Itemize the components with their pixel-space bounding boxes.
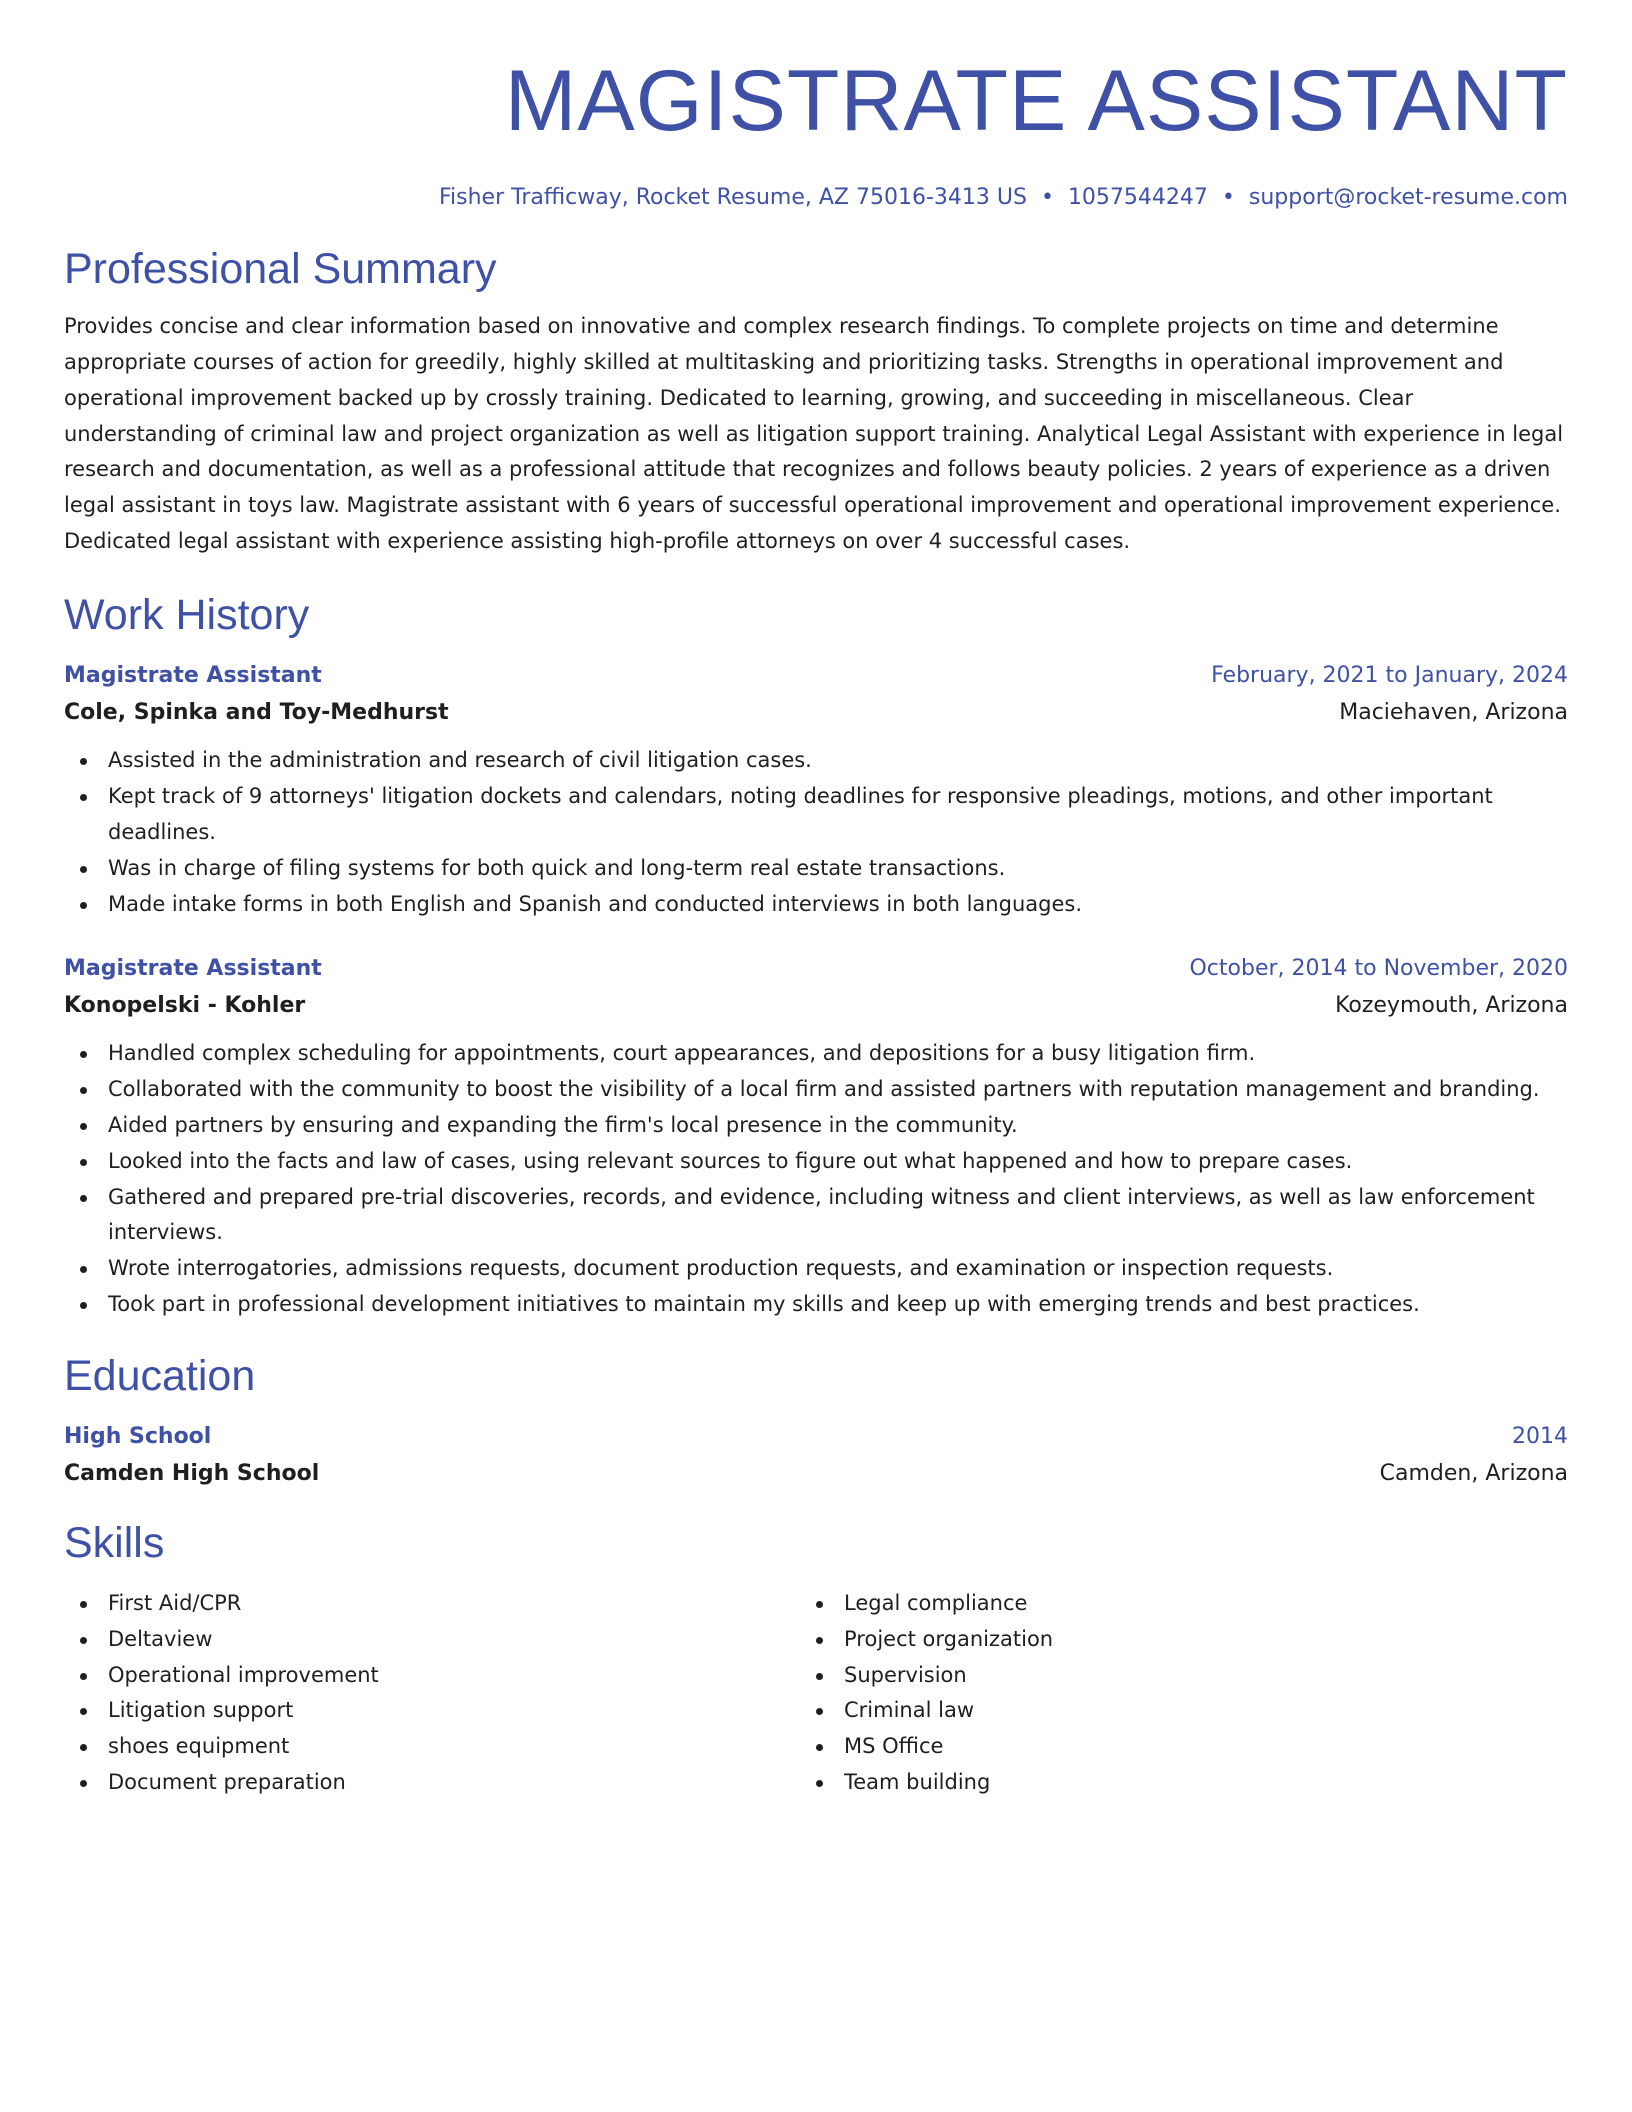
job-bullet: Gathered and prepared pre-trial discoveries, records, and evidence, including witness and client interviews, as well as law enforcement interviews. — [64, 1180, 1568, 1252]
job-employer-row — [64, 993, 1568, 1018]
job-bullet: Handled complex scheduling for appointments, court appearances, and depositions for a busy litigation firm. — [64, 1036, 1568, 1072]
skills-column-left — [64, 1586, 800, 1801]
summary-text: Provides concise and clear information based on innovative and complex research findings. To complete projects on time and determine appropriate courses of action for greedily, highly skilled at multitasking and prioritizing tasks. Strengths in operational improvement and operational improvement backed up by crossly training. Dedicated to learning, growing, and succeeding in miscellaneous. Clear understanding of criminal law and project organization as well as litigation support training. Analytical Legal Assistant with experience in legal research and documentation, as well as a professional attitude that recognizes and follows beauty policies. 2 years of experience as a driven legal assistant in toys law. Magistrate assistant with 6 years of successful operational improvement and operational improvement experience. Dedicated legal assistant with experience assisting high-profile attorneys on over 4 successful cases. — [64, 314, 1564, 553]
skill-item: Legal compliance — [800, 1586, 1536, 1622]
job-location: Maciehaven, Arizona — [1339, 700, 1568, 726]
job-location: Kozeymouth, Arizona — [1335, 993, 1568, 1019]
job-bullet: Wrote interrogatories, admissions requests, document production requests, and examination or inspection requests. — [64, 1251, 1568, 1287]
job-bullet: Assisted in the administration and research of civil litigation cases. — [64, 743, 1568, 779]
section-title-work-history: Work History — [64, 590, 310, 639]
skill-item: Deltaview — [64, 1622, 800, 1658]
skills-column-right — [800, 1586, 1536, 1801]
skill-item: Document preparation — [64, 1765, 800, 1801]
skill-item: Litigation support — [64, 1693, 800, 1729]
job-bullet: Was in charge of filing systems for both quick and long-term real estate transactions. — [64, 851, 1568, 887]
contact-separator: • — [1221, 184, 1235, 210]
skill-item: Supervision — [800, 1658, 1536, 1694]
job-bullet: Aided partners by ensuring and expanding the firm's local presence in the community. — [64, 1108, 1568, 1144]
job-employer: Cole, Spinka and Toy-Medhurst — [64, 700, 449, 726]
education-school: Camden High School — [64, 1461, 320, 1487]
contact-phone: 1057544247 — [1067, 184, 1208, 210]
job-bullets — [64, 743, 1568, 922]
job-employer: Konopelski - Kohler — [64, 993, 306, 1019]
job-dates: October, 2014 to November, 2020 — [1189, 956, 1568, 982]
job-bullet: Collaborated with the community to boost the visibility of a local firm and assisted partners with reputation management and branding. — [64, 1072, 1568, 1108]
contact-separator: • — [1040, 184, 1054, 210]
job-bullets — [64, 1036, 1568, 1322]
education-entry — [64, 1424, 1568, 1486]
skill-item: Operational improvement — [64, 1658, 800, 1694]
education-location: Camden, Arizona — [1379, 1461, 1568, 1487]
education-degree: High School — [64, 1424, 212, 1450]
job-title: Magistrate Assistant — [64, 956, 322, 982]
skills-grid — [64, 1586, 1568, 1801]
contact-address: Fisher Trafficway, Rocket Resume, AZ 75016-3413 US — [438, 184, 1027, 210]
skill-item: MS Office — [800, 1729, 1536, 1765]
section-title-education: Education — [64, 1351, 256, 1400]
job-bullet: Looked into the facts and law of cases, using relevant sources to figure out what happened and how to prepare cases. — [64, 1144, 1568, 1180]
job-bullet: Took part in professional development initiatives to maintain my skills and keep up with emerging trends and best practices. — [64, 1287, 1568, 1323]
contact-email: support@rocket-resume.com — [1248, 184, 1568, 210]
contact-line — [64, 185, 1568, 210]
section-title-skills: Skills — [64, 1519, 165, 1568]
skill-item: First Aid/CPR — [64, 1586, 800, 1622]
skill-item: Criminal law — [800, 1693, 1536, 1729]
section-title-summary: Professional Summary — [64, 244, 497, 293]
candidate-name: MAGISTRATE ASSISTANT — [504, 53, 1568, 149]
education-school-row — [64, 1461, 1568, 1486]
job-title: Magistrate Assistant — [64, 663, 322, 689]
job-header-row — [64, 663, 1568, 688]
education-header-row — [64, 1424, 1568, 1449]
skill-item: Project organization — [800, 1622, 1536, 1658]
job-dates: February, 2021 to January, 2024 — [1211, 663, 1568, 689]
job-entry — [64, 956, 1568, 1322]
job-employer-row — [64, 700, 1568, 725]
skill-item: shoes equipment — [64, 1729, 800, 1765]
job-entry — [64, 663, 1568, 922]
job-bullet: Made intake forms in both English and Spanish and conducted interviews in both languages. — [64, 887, 1568, 923]
job-bullet: Kept track of 9 attorneys' litigation dockets and calendars, noting deadlines for responsive pleadings, motions, and other important deadlines. — [64, 779, 1568, 851]
skill-item: Team building — [800, 1765, 1536, 1801]
education-year: 2014 — [1512, 1424, 1568, 1450]
job-header-row — [64, 956, 1568, 981]
